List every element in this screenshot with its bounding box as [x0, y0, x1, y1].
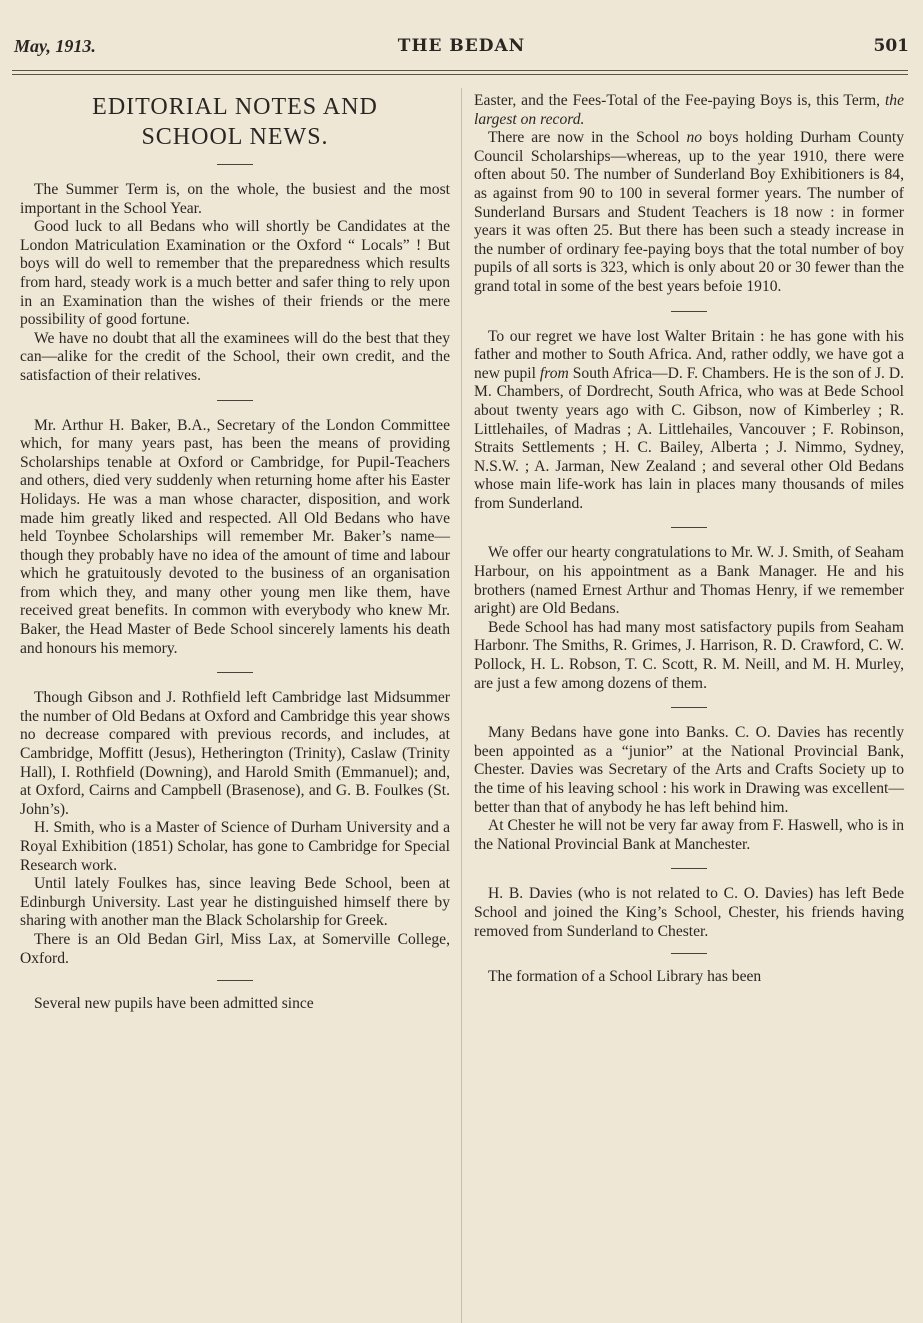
paragraph-miss-lax: There is an Old Bedan Girl, Miss Lax, at Somerville College, Oxford. — [20, 930, 450, 967]
header-journal-title: THE BEDAN — [397, 36, 526, 56]
paragraph-seaham-pupils: Bede School has had many most satisfactory pupils from Seaham Harbonr. The Smiths, R. Grimes, J. Harrison, R. D. Crawford, C. W. Pollock, H. L. Robson, T. C. Scott, R. M. Neill, and M. H. Murley, are just a few among dozens of them. — [474, 618, 904, 692]
section-separator — [671, 868, 707, 869]
text-span: There are now in the School — [488, 129, 687, 147]
paragraph-h-b-davies: H. B. Davies (who is not related to C. O. Davies) has left Bede School and joined the King’s School, Chester, his friends having removed from Sunderland to Chester. — [474, 885, 904, 940]
article-title-line-1: EDITORIAL NOTES AND — [92, 94, 378, 120]
paragraph-scholarships — [474, 129, 904, 296]
paragraph-w-j-smith: We offer our hearty congratulations to Mr. W. J. Smith, of Seaham Harbour, on his appointment as a Bank Manager. He and his brothers (named Ernest Arthur and Thomas Henry, if we remember aright) are Old Bedans. — [474, 544, 904, 618]
paragraph-banks: Many Bedans have gone into Banks. C. O. Davies has recently been appointed as a “junior” at the National Provincial Bank, Chester. Davies was Secretary of the Arts and Crafts Society up to the time of his leaving school : his work in Drawing was excellent—better than that of anybody he has left behind him. — [474, 724, 904, 816]
section-separator — [671, 527, 707, 528]
article-title-line-2: SCHOOL NEWS. — [141, 124, 329, 150]
section-separator — [671, 953, 707, 954]
paragraph-south-africa — [474, 328, 904, 514]
header-rule-top — [12, 70, 908, 71]
section-separator — [671, 707, 707, 708]
paragraph-foulkes: Until lately Foulkes has, since leaving Bede School, been at Edinburgh University. Last year he distinguished himself there by sharing with another man the Black Scholarship for Greek. — [20, 875, 450, 930]
italic-span: no — [686, 129, 703, 147]
header-page-number: 501 — [873, 36, 909, 56]
right-column — [474, 92, 904, 987]
section-separator — [217, 980, 253, 981]
section-separator — [217, 164, 253, 165]
header-rule-bottom — [12, 74, 908, 75]
section-separator — [217, 400, 253, 401]
section-separator — [217, 672, 253, 673]
paragraph-h-smith: H. Smith, who is a Master of Science of Durham University and a Royal Exhibition (1851) Scholar, has gone to Cambridge for Special Research work. — [20, 819, 450, 874]
text-span: boys holding Durham County Council Scholarships—whereas, up to the year 1910, there were often about 50. The number of Sunderland Boy Exhibitioners is 84, as against from 90 to 100 in several former years. The number of Sunderland Bursars and Student Teachers is 18 now : in former years it was often 25. But there has been such a steady increase in the number of ordinary fee-paying boys that the total number of boy pupils of all sorts is 323, which is only about 20 or 30 fewer than the grand total in some of the best years befoie 1910. — [474, 129, 904, 295]
section-separator — [671, 311, 707, 312]
paragraph-good-luck: Good luck to all Bedans who will shortly be Candidates at the London Matriculation Examination or the Oxford “ Locals” ! But boys will do well to remember that the preparedness which results from hard, steady work is a much better and safer thing to rely upon in an Examination than the wishes of their friends or the mere possibility of good fortune. — [20, 218, 450, 329]
paragraph-chester: At Chester he will not be very far away from F. Haswell, who is in the National Provincial Bank at Manchester. — [474, 817, 904, 853]
text-span: To our regret we have lost Walter Britain : he has gone with his father and mother to South Africa. And, rather oddly, we have got a new pupil — [474, 327, 904, 382]
text-span: Easter, and the Fees-Total of the Fee-paying Boys is, this Term, — [474, 92, 885, 109]
column-gutter — [461, 88, 462, 1323]
header-date: May, 1913. — [14, 36, 96, 56]
paragraph-arthur-baker: Mr. Arthur H. Baker, B.A., Secretary of the London Committee which, for many years past, has been the means of providing Scholarships tenable at Oxford or Cambridge, for Pupil-Teachers and others, died very suddenly when returning home after his Easter Holidays. He was a man whose character, disposition, and work made him greatly liked and respected. All Old Bedans who have held Toynbee Scholarships will remember Mr. Baker’s name—though they probably have no idea of the amount of time and labour which he gratuitously devoted to the business of an organisation from which they, and many other young men like them, have received great benefits. In common with everybody who knew Mr. Baker, the Head Master of Bede School sincerely laments his death and honours his memory. — [20, 416, 450, 657]
italic-span: from — [539, 364, 569, 382]
text-span: South Africa—D. F. Chambers. He is the son of J. D. M. Chambers, of Dordrecht, South Africa, who was at Bede School about twenty years ago with C. Gibson, now of Kimberley ; R. Littlehailes, of Madras ; A. Littlehailes, Vancouver ; F. Robinson, Straits Settlements ; H. C. Bailey, Alberta ; J. Nimmo, Sydney, N.S.W. ; A. Jarman, New Zealand ; and several other Old Bedans whose main life-work has lain in places many thousands of miles from Sunderland. — [474, 364, 904, 512]
paragraph-new-pupils: Several new pupils have been admitted since — [34, 995, 314, 1013]
left-column — [20, 92, 450, 1014]
article-title — [20, 92, 450, 152]
paragraph-fees-total — [474, 92, 904, 129]
paragraph-school-library: The formation of a School Library has been — [488, 968, 762, 986]
paragraph-oxford-cambridge: Though Gibson and J. Rothfield left Cambridge last Midsummer the number of Old Bedans at Oxford and Cambridge this year shows no decrease compared with previous records, and includes, at Cambridge, Moffitt (Jesus), Hetherington (Trinity), Caslaw (Trinity Hall), I. Rothfield (Downing), and Harold Smith (Emmanuel); and, at Oxford, Cairns and Campbell (Brasenose), and G. B. Foulkes (St. John’s). — [20, 689, 450, 818]
paragraph-examinees: We have no doubt that all the examinees will do the best that they can—alike for the credit of the School, their own credit, and the satisfaction of their relatives. — [20, 329, 450, 384]
paragraph-summer-term: The Summer Term is, on the whole, the busiest and the most important in the School Year. — [20, 181, 450, 217]
italic-span: the largest on record. — [474, 92, 904, 128]
